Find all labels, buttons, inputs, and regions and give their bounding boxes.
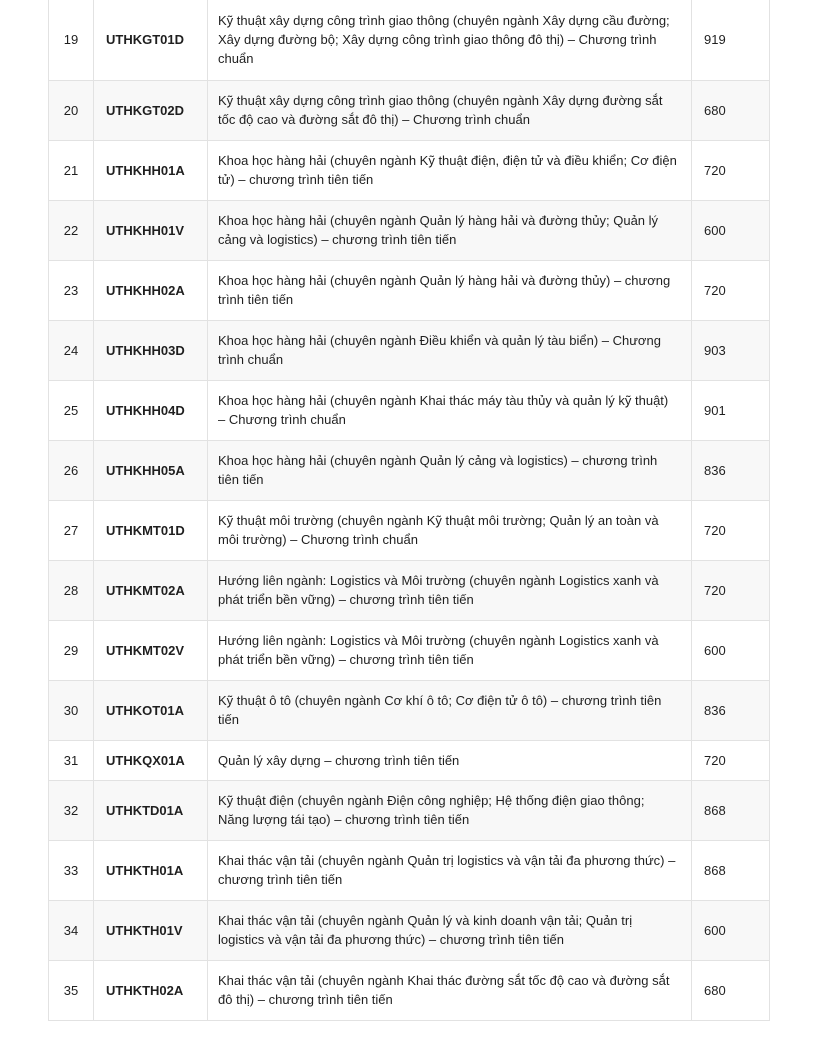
program-code-cell [94, 500, 208, 560]
row-number: 26 [63, 462, 79, 478]
table-row [49, 0, 770, 80]
program-code-cell [94, 780, 208, 840]
admission-score-cell [692, 620, 770, 680]
table-body [49, 0, 770, 1020]
admission-score: 868 [704, 862, 726, 878]
row-number-cell [49, 840, 94, 900]
admission-score: 903 [704, 342, 726, 358]
program-code-cell [94, 80, 208, 140]
program-code-cell [94, 960, 208, 1020]
program-code-cell [94, 440, 208, 500]
row-number-cell [49, 500, 94, 560]
admission-score-cell [692, 260, 770, 320]
program-name-cell [208, 560, 692, 620]
admission-score-cell [692, 0, 770, 80]
admission-score-cell [692, 320, 770, 380]
program-name-cell [208, 780, 692, 840]
program-name-cell [208, 960, 692, 1020]
admission-score-table-container [48, 0, 768, 1021]
row-number: 31 [63, 752, 79, 768]
table-row [49, 840, 770, 900]
table-row [49, 380, 770, 440]
row-number-cell [49, 440, 94, 500]
program-code-cell [94, 620, 208, 680]
row-number-cell [49, 560, 94, 620]
program-name: Kỹ thuật xây dựng công trình giao thông (chuyên ngành Xây dựng cầu đường; Xây dựng đường bộ; Xây dựng công trình giao thông đô thị) – Chương trình chuẩn [218, 13, 670, 67]
program-code: UTHKGT02D [106, 102, 185, 118]
admission-score: 600 [704, 642, 726, 658]
program-name: Khoa học hàng hải (chuyên ngành Quản lý cảng và logistics) – chương trình tiên tiến [218, 453, 658, 487]
row-number-cell [49, 960, 94, 1020]
admission-score-cell [692, 780, 770, 840]
admission-score-cell [692, 680, 770, 740]
program-code: UTHKHH01A [106, 162, 185, 178]
row-number-cell [49, 740, 94, 780]
program-code: UTHKMT02A [106, 582, 185, 598]
row-number-cell [49, 620, 94, 680]
admission-score: 720 [704, 582, 726, 598]
row-number: 33 [63, 862, 79, 878]
table-row [49, 780, 770, 840]
admission-score: 720 [704, 162, 726, 178]
admission-score: 836 [704, 702, 726, 718]
program-code-cell [94, 380, 208, 440]
row-number: 35 [63, 982, 79, 998]
row-number: 25 [63, 402, 79, 418]
admission-score: 720 [704, 282, 726, 298]
admission-score-cell [692, 140, 770, 200]
table-row [49, 680, 770, 740]
admission-score-cell [692, 560, 770, 620]
row-number-cell [49, 260, 94, 320]
program-name: Khai thác vận tải (chuyên ngành Quản lý và kinh doanh vận tải; Quản trị logistics và vận tải đa phương thức) – chương trình tiên tiến [218, 913, 633, 947]
program-name: Kỹ thuật điện (chuyên ngành Điện công nghiệp; Hệ thống điện giao thông; Năng lượng tái tạo) – chương trình tiên tiến [218, 793, 645, 827]
program-code: UTHKHH05A [106, 462, 185, 478]
program-code: UTHKTH01A [106, 862, 184, 878]
program-code: UTHKHH02A [106, 282, 185, 298]
program-name: Khoa học hàng hải (chuyên ngành Kỹ thuật điện, điện tử và điều khiển; Cơ điện tử) – chương trình tiên tiến [218, 153, 677, 187]
admission-score: 680 [704, 102, 726, 118]
row-number-cell [49, 780, 94, 840]
program-code-cell [94, 740, 208, 780]
program-code: UTHKQX01A [106, 752, 185, 768]
row-number: 20 [63, 102, 79, 118]
program-code: UTHKOT01A [106, 702, 185, 718]
program-name-cell [208, 260, 692, 320]
admission-score: 868 [704, 802, 726, 818]
row-number: 21 [63, 162, 79, 178]
table-row [49, 560, 770, 620]
table-row [49, 140, 770, 200]
program-name-cell [208, 0, 692, 80]
program-name-cell [208, 740, 692, 780]
program-code-cell [94, 200, 208, 260]
program-name-cell [208, 320, 692, 380]
program-name: Kỹ thuật môi trường (chuyên ngành Kỹ thuật môi trường; Quản lý an toàn và môi trường) – Chương trình chuẩn [218, 513, 659, 547]
program-name-cell [208, 200, 692, 260]
program-name: Quản lý xây dựng – chương trình tiên tiến [218, 752, 460, 768]
program-name: Khoa học hàng hải (chuyên ngành Điều khiển và quản lý tàu biển) – Chương trình chuẩn [218, 333, 661, 367]
admission-score: 600 [704, 222, 726, 238]
table-row [49, 80, 770, 140]
row-number: 29 [63, 642, 79, 658]
table-row [49, 200, 770, 260]
program-code-cell [94, 260, 208, 320]
table-row [49, 620, 770, 680]
program-name-cell [208, 620, 692, 680]
program-code-cell [94, 840, 208, 900]
program-code-cell [94, 0, 208, 80]
table-row [49, 260, 770, 320]
program-name-cell [208, 500, 692, 560]
program-name: Khoa học hàng hải (chuyên ngành Khai thác máy tàu thủy và quản lý kỹ thuật) – Chương trình chuẩn [218, 393, 669, 427]
row-number-cell [49, 380, 94, 440]
row-number: 23 [63, 282, 79, 298]
admission-score: 600 [704, 922, 726, 938]
program-name-cell [208, 680, 692, 740]
program-code-cell [94, 560, 208, 620]
row-number: 19 [63, 32, 79, 48]
row-number: 34 [63, 922, 79, 938]
table-row [49, 320, 770, 380]
table-row [49, 900, 770, 960]
row-number: 24 [63, 342, 79, 358]
program-code: UTHKMT02V [106, 642, 185, 658]
admission-score: 720 [704, 522, 726, 538]
row-number-cell [49, 200, 94, 260]
program-code: UTHKGT01D [106, 32, 185, 48]
program-name-cell [208, 80, 692, 140]
row-number-cell [49, 0, 94, 80]
row-number: 28 [63, 582, 79, 598]
program-name-cell [208, 380, 692, 440]
program-name: Khoa học hàng hải (chuyên ngành Quản lý hàng hải và đường thủy) – chương trình tiên tiến [218, 273, 671, 307]
admission-score-cell [692, 440, 770, 500]
program-name: Kỹ thuật ô tô (chuyên ngành Cơ khí ô tô; Cơ điện tử ô tô) – chương trình tiên tiến [218, 693, 662, 727]
admission-score-cell [692, 960, 770, 1020]
row-number-cell [49, 140, 94, 200]
admission-score-cell [692, 380, 770, 440]
row-number: 30 [63, 702, 79, 718]
program-name: Khoa học hàng hải (chuyên ngành Quản lý hàng hải và đường thủy; Quản lý cảng và logistics) – chương trình tiên tiến [218, 213, 659, 247]
admission-score: 901 [704, 402, 726, 418]
admission-score-table [48, 0, 770, 1021]
program-code-cell [94, 320, 208, 380]
admission-score: 720 [704, 752, 726, 768]
program-code-cell [94, 680, 208, 740]
table-row [49, 440, 770, 500]
admission-score: 680 [704, 982, 726, 998]
row-number-cell [49, 900, 94, 960]
program-name-cell [208, 840, 692, 900]
program-name: Hướng liên ngành: Logistics và Môi trường (chuyên ngành Logistics xanh và phát triển bền vững) – chương trình tiên tiến [218, 573, 659, 607]
admission-score: 919 [704, 32, 726, 48]
program-name: Khai thác vận tải (chuyên ngành Khai thác đường sắt tốc độ cao và đường sắt đô thị) – chương trình tiên tiến [218, 973, 670, 1007]
program-code: UTHKHH01V [106, 222, 185, 238]
program-code: UTHKMT01D [106, 522, 185, 538]
admission-score-cell [692, 500, 770, 560]
admission-score-cell [692, 200, 770, 260]
row-number-cell [49, 680, 94, 740]
admission-score-cell [692, 900, 770, 960]
program-code: UTHKTH02A [106, 982, 184, 998]
table-row [49, 960, 770, 1020]
program-code-cell [94, 900, 208, 960]
program-code: UTHKTH01V [106, 922, 183, 938]
admission-score-cell [692, 80, 770, 140]
program-code-cell [94, 140, 208, 200]
program-name: Khai thác vận tải (chuyên ngành Quản trị logistics và vận tải đa phương thức) – chương trình tiên tiến [218, 853, 676, 887]
row-number-cell [49, 320, 94, 380]
program-name-cell [208, 440, 692, 500]
program-name: Hướng liên ngành: Logistics và Môi trường (chuyên ngành Logistics xanh và phát triển bền vững) – chương trình tiên tiến [218, 633, 659, 667]
program-code: UTHKHH03D [106, 342, 185, 358]
admission-score: 836 [704, 462, 726, 478]
program-name-cell [208, 900, 692, 960]
admission-score-cell [692, 840, 770, 900]
row-number: 32 [63, 802, 79, 818]
program-name-cell [208, 140, 692, 200]
row-number: 27 [63, 522, 79, 538]
table-row [49, 500, 770, 560]
program-name: Kỹ thuật xây dựng công trình giao thông (chuyên ngành Xây dựng đường sắt tốc độ cao và đường sắt đô thị) – Chương trình chuẩn [218, 93, 663, 127]
program-code: UTHKTD01A [106, 802, 184, 818]
table-row [49, 740, 770, 780]
admission-score-cell [692, 740, 770, 780]
row-number: 22 [63, 222, 79, 238]
row-number-cell [49, 80, 94, 140]
program-code: UTHKHH04D [106, 402, 185, 418]
